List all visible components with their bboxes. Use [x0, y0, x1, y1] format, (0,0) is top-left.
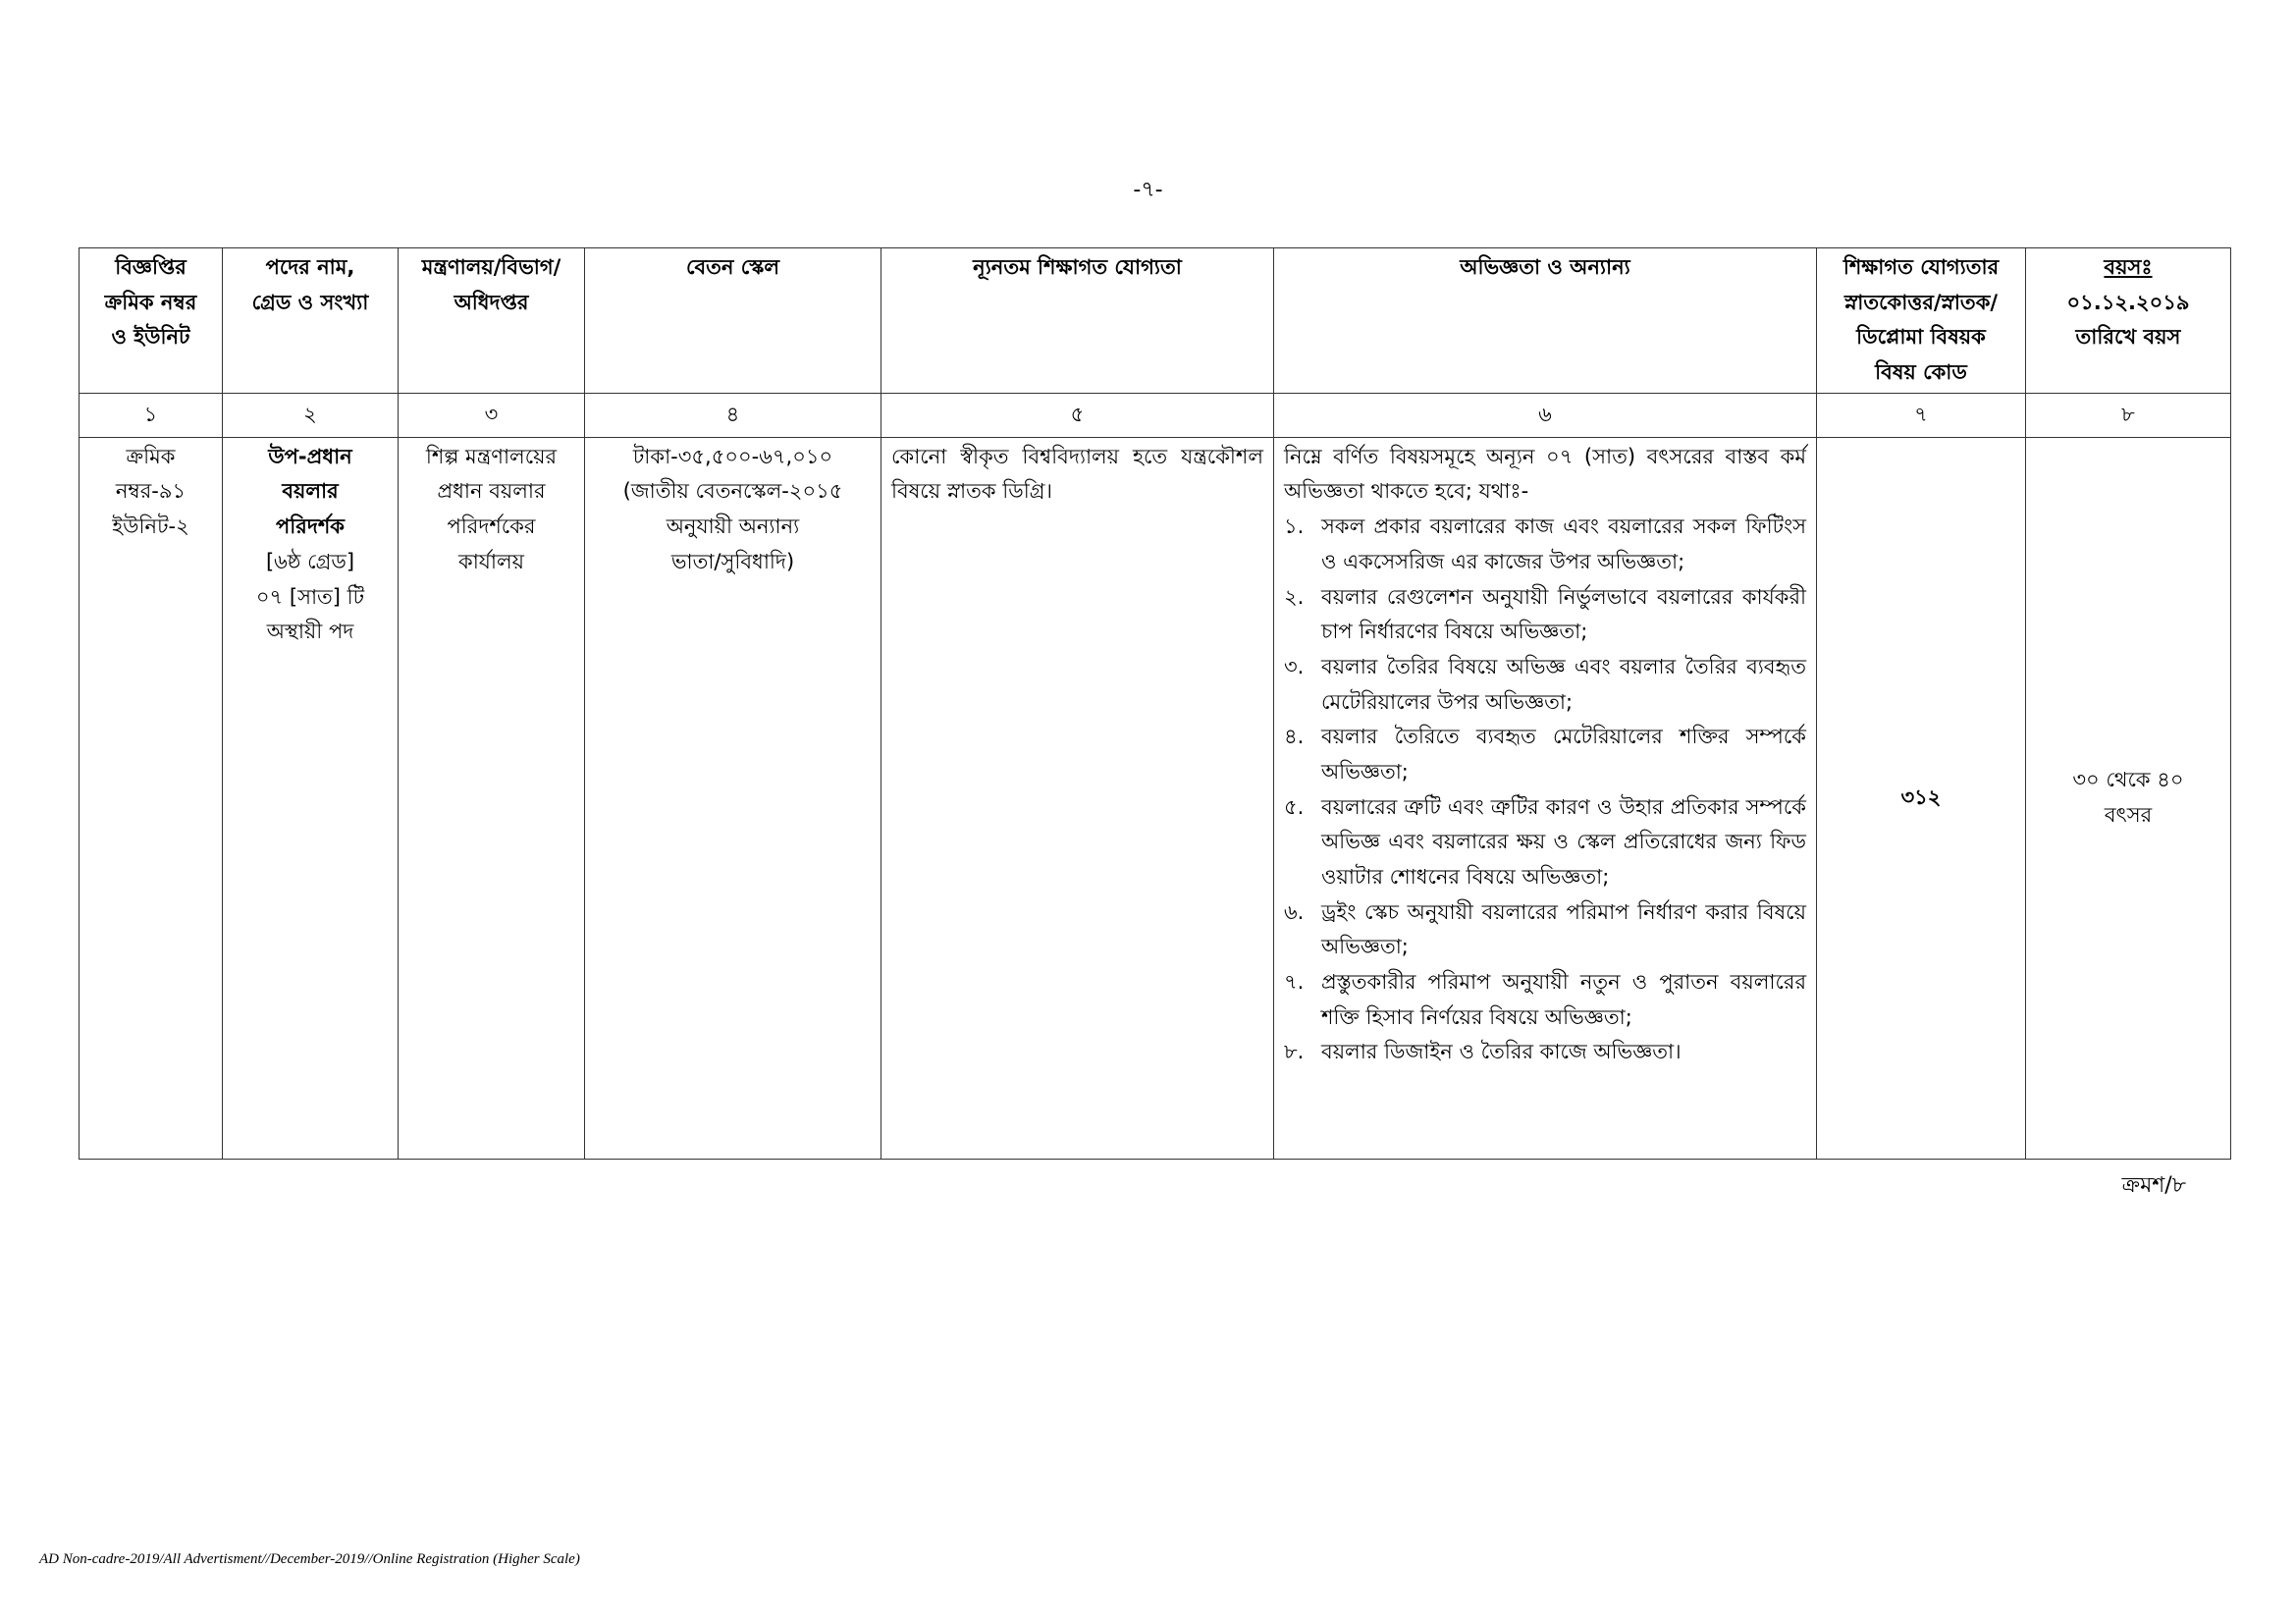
qualification-cell: কোনো স্বীকৃত বিশ্ববিদ্যালয় হতে যন্ত্রকৌশল বিষয়ে স্নাতক ডিগ্রি। [881, 437, 1274, 1159]
office-cell: শিল্প মন্ত্রণালয়ের প্রধান বয়লার পরিদর্শকের কার্যালয় [399, 437, 585, 1159]
column-number: ৫ [881, 393, 1274, 437]
column-number: ৭ [1817, 393, 2026, 437]
post-cell: উপ-প্রধান বয়লার পরিদর্শক [৬ষ্ঠ গ্রেড] ০৭ [সাত] টি অস্থায়ী পদ [223, 437, 399, 1159]
experience-intro: নিম্নে বর্ণিত বিষয়সমূহে অন্যূন ০৭ (সাত) বৎসরের বাস্তব কর্ম অভিজ্ঞতা থাকতে হবে; যথাঃ- [1284, 444, 1806, 504]
header-post: পদের নাম, গ্রেড ও সংখ্যা [223, 248, 399, 394]
header-experience: অভিজ্ঞতা ও অন্যান্য [1274, 248, 1817, 394]
column-number: ১ [80, 393, 223, 437]
pay-scale-cell: টাকা-৩৫,৫০০-৬৭,০১০ (জাতীয় বেতনস্কেল-২০১৫ অনুযায়ী অন্যান্য ভাতা/সুবিধাদি) [585, 437, 881, 1159]
list-item: ৫. বয়লারের ত্রুটি এবং ত্রুটির কারণ ও উহার প্রতিকার সম্পর্কে অভিজ্ঞ এবং বয়লারের ক্ষয় ও স্কেল প্রতিরোধের জন্য ফিড ওয়াটার শোধনের বিষয়ে অভিজ্ঞতা; [1284, 794, 1806, 889]
column-number: ২ [223, 393, 399, 437]
subject-code-cell: ৩১২ [1817, 437, 2026, 1159]
list-item: ২. বয়লার রেগুলেশন অনুযায়ী নির্ভুলভাবে বয়লারের কার্যকরী চাপ নির্ধারণের বিষয়ে অভিজ্ঞতা; [1284, 584, 1806, 644]
recruitment-table [79, 247, 2231, 1160]
experience-list [1284, 510, 1806, 1070]
continued-label: ক্রমশ/৮ [2121, 1173, 2186, 1198]
age-cell: ৩০ থেকে ৪০ বৎসর [2026, 437, 2231, 1159]
table-row [80, 437, 2231, 1159]
header-row [80, 248, 2231, 394]
list-item: ৩. বয়লার তৈরির বিষয়ে অভিজ্ঞ এবং বয়লার তৈরির ব্যবহৃত মেটেরিয়ালের উপর অভিজ্ঞতা; [1284, 654, 1806, 714]
list-item: ৪. বয়লার তৈরিতে ব্যবহৃত মেটেরিয়ালের শক্তির সম্পর্কে অভিজ্ঞতা; [1284, 725, 1806, 784]
column-number: ৬ [1274, 393, 1817, 437]
page-number: -৭- [1133, 178, 1163, 202]
list-item: ৬. ড্রইং স্কেচ অনুযায়ী বয়লারের পরিমাপ নির্ধারণ করার বিষয়ে অভিজ্ঞতা; [1284, 899, 1806, 959]
footer-text: AD Non-cadre-2019/All Advertisment//December-2019//Online Registration (Higher Scale) [39, 1551, 580, 1567]
header-subject-code: শিক্ষাগত যোগ্যতার স্নাতকোত্তর/স্নাতক/ ডিপ্লোমা বিষয়ক বিষয় কোড [1817, 248, 2026, 394]
column-number: ৪ [585, 393, 881, 437]
header-office: মন্ত্রণালয়/বিভাগ/ অধিদপ্তর [399, 248, 585, 394]
header-qualification: ন্যূনতম শিক্ষাগত যোগ্যতা [881, 248, 1274, 394]
experience-cell [1274, 437, 1817, 1159]
column-number: ৮ [2026, 393, 2231, 437]
header-serial: বিজ্ঞপ্তির ক্রমিক নম্বর ও ইউনিট [80, 248, 223, 394]
serial-cell: ক্রমিক নম্বর-৯১ ইউনিট-২ [80, 437, 223, 1159]
list-item: ১. সকল প্রকার বয়লারের কাজ এবং বয়লারের সকল ফিটিংস ও একসেসরিজ এর কাজের উপর অভিজ্ঞতা; [1284, 514, 1806, 573]
header-age: বয়সঃ ০১.১২.২০১৯ তারিখে বয়স [2026, 248, 2231, 394]
column-number: ৩ [399, 393, 585, 437]
list-item: ৭. প্রস্তুতকারীর পরিমাপ অনুযায়ী নতুন ও পুরাতন বয়লারের শক্তি হিসাব নির্ণয়ের বিষয়ে অভিজ্ঞতা; [1284, 970, 1806, 1029]
header-pay-scale: বেতন স্কেল [585, 248, 881, 394]
list-item: ৮. বয়লার ডিজাইন ও তৈরির কাজে অভিজ্ঞতা। [1284, 1040, 1682, 1064]
column-number-row [80, 393, 2231, 437]
